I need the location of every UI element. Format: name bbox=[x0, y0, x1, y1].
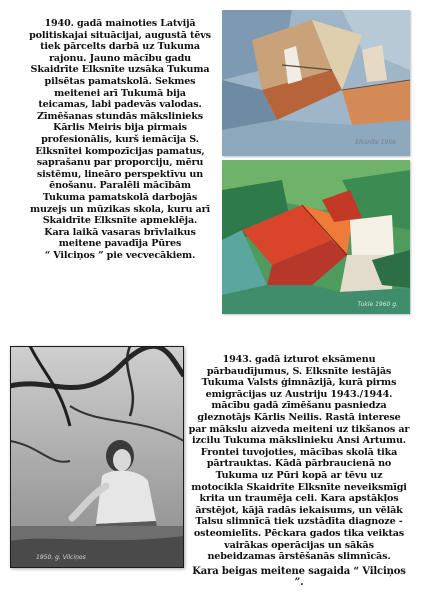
text-line: osteomielīts. Pēckara gados tika veiktas bbox=[193, 527, 405, 539]
text-line: rajonu. Jauno mācību gadu bbox=[49, 52, 191, 64]
text-line: Elksnītei kompozīcijas pamatus, bbox=[35, 145, 205, 157]
text-line: saprašanu par proporciju, mēru bbox=[36, 157, 204, 169]
text-line: nebeidzamas ārstēšanās slimnīcās. bbox=[207, 551, 391, 563]
text-line: sistēmu, lineāro perspektīvu un bbox=[36, 168, 204, 180]
text-line: Kara laikā vasaras brīvlaikus bbox=[44, 226, 196, 238]
text-line: Tukuma pamatskolā darbojās bbox=[42, 191, 198, 203]
text-line: emigrācijas uz Austriju 1943./1944. bbox=[205, 388, 393, 400]
text-line: meitenei arī Tukumā bija bbox=[54, 87, 186, 99]
text-line: Tukuma Valsts ģimnāzijā, kurā pirms bbox=[201, 377, 397, 389]
text-block-1943 bbox=[188, 354, 410, 589]
text-line: Frontei tuvojoties, mācības skolā tika bbox=[200, 446, 398, 458]
painting-2-caption: Tukle 1960 g. bbox=[357, 301, 398, 308]
painting-rooftops-blue bbox=[222, 10, 410, 156]
text-line: pārtrauktas. Kādā pārbraucienā no bbox=[206, 458, 392, 470]
text-line: vairākas operācijas un sākās bbox=[224, 539, 374, 551]
text-line: Talsu slimnīcā tiek uzstādīta diagnoze - bbox=[195, 516, 403, 528]
text-line: Kārlis Meiris bija pirmais bbox=[53, 122, 187, 134]
text-line: Zīmēšanas stundās mākslinieks bbox=[36, 110, 204, 122]
text-line: par mākslu aizveda meiteni uz tikšanos ar bbox=[188, 423, 410, 435]
text-line: Tukuma uz Pūri kopā ar tēvu uz bbox=[215, 469, 383, 481]
painting-red-roofs bbox=[222, 160, 410, 314]
text-line: gleznotājs Kārlis Neilis. Rastā interese bbox=[197, 411, 401, 423]
text-line: “ Vilciņos ” pie vecvecākiem. bbox=[44, 249, 196, 261]
text-line: muzejs un mūzikas skola, kuru arī bbox=[30, 203, 210, 215]
painting-1-artwork bbox=[222, 10, 410, 156]
text-line: pilsētas pamatskolā. Sekmes bbox=[44, 75, 196, 87]
text-line: meitene pavadīja Pūres bbox=[58, 238, 182, 250]
text-line: tiek pārcelts darbā uz Tukuma bbox=[40, 41, 200, 53]
text-block-1940 bbox=[20, 18, 220, 261]
photo-girl-outdoors bbox=[10, 346, 184, 568]
photo-1-caption: 1950. g. Vilciņos bbox=[36, 554, 86, 561]
painting-2-artwork bbox=[222, 160, 410, 314]
text-line: krita un traumēja celi. Kara apstākļos bbox=[199, 493, 399, 505]
text-line: politiskajai situācijai, augustā tēvs bbox=[29, 29, 211, 41]
text-line: motocikla Skaidrīte Elksnīte neveiksmīgi bbox=[191, 481, 407, 493]
text-line: izcilu Tukuma mākslinieku Ansi Artumu. bbox=[192, 435, 406, 447]
text-line: ārstējot, kājā radās iekaisums, un vēlāk bbox=[195, 504, 403, 516]
text-line: 1943. gadā izturot eksāmenu bbox=[222, 354, 376, 365]
closing-line: Kara beigas meitene sagaida “ Vilciņos ”. bbox=[192, 565, 406, 589]
painting-1-caption: Elksnīte 1956 bbox=[355, 139, 396, 146]
text-line: ēnošanu. Paralēli mācībām bbox=[49, 180, 191, 192]
photo-1-image bbox=[10, 346, 184, 568]
text-line: pārbaudījumus, S. Elksnīte iestājās bbox=[206, 365, 392, 377]
text-line: 1940. gadā mainoties Latvijā bbox=[44, 18, 196, 29]
text-line: mācību gadā zīmēšanu pasniedza bbox=[211, 400, 387, 412]
text-line: Skaidrīte Elksnīte uzsāka Tukuma bbox=[30, 64, 210, 76]
text-line: Skaidrīte Elksnīte apmeklēja. bbox=[42, 215, 198, 227]
text-line: profesionālis, kurš iemācīja S. bbox=[41, 133, 199, 145]
text-line: teicamas, labi padevās valodas. bbox=[38, 99, 202, 111]
